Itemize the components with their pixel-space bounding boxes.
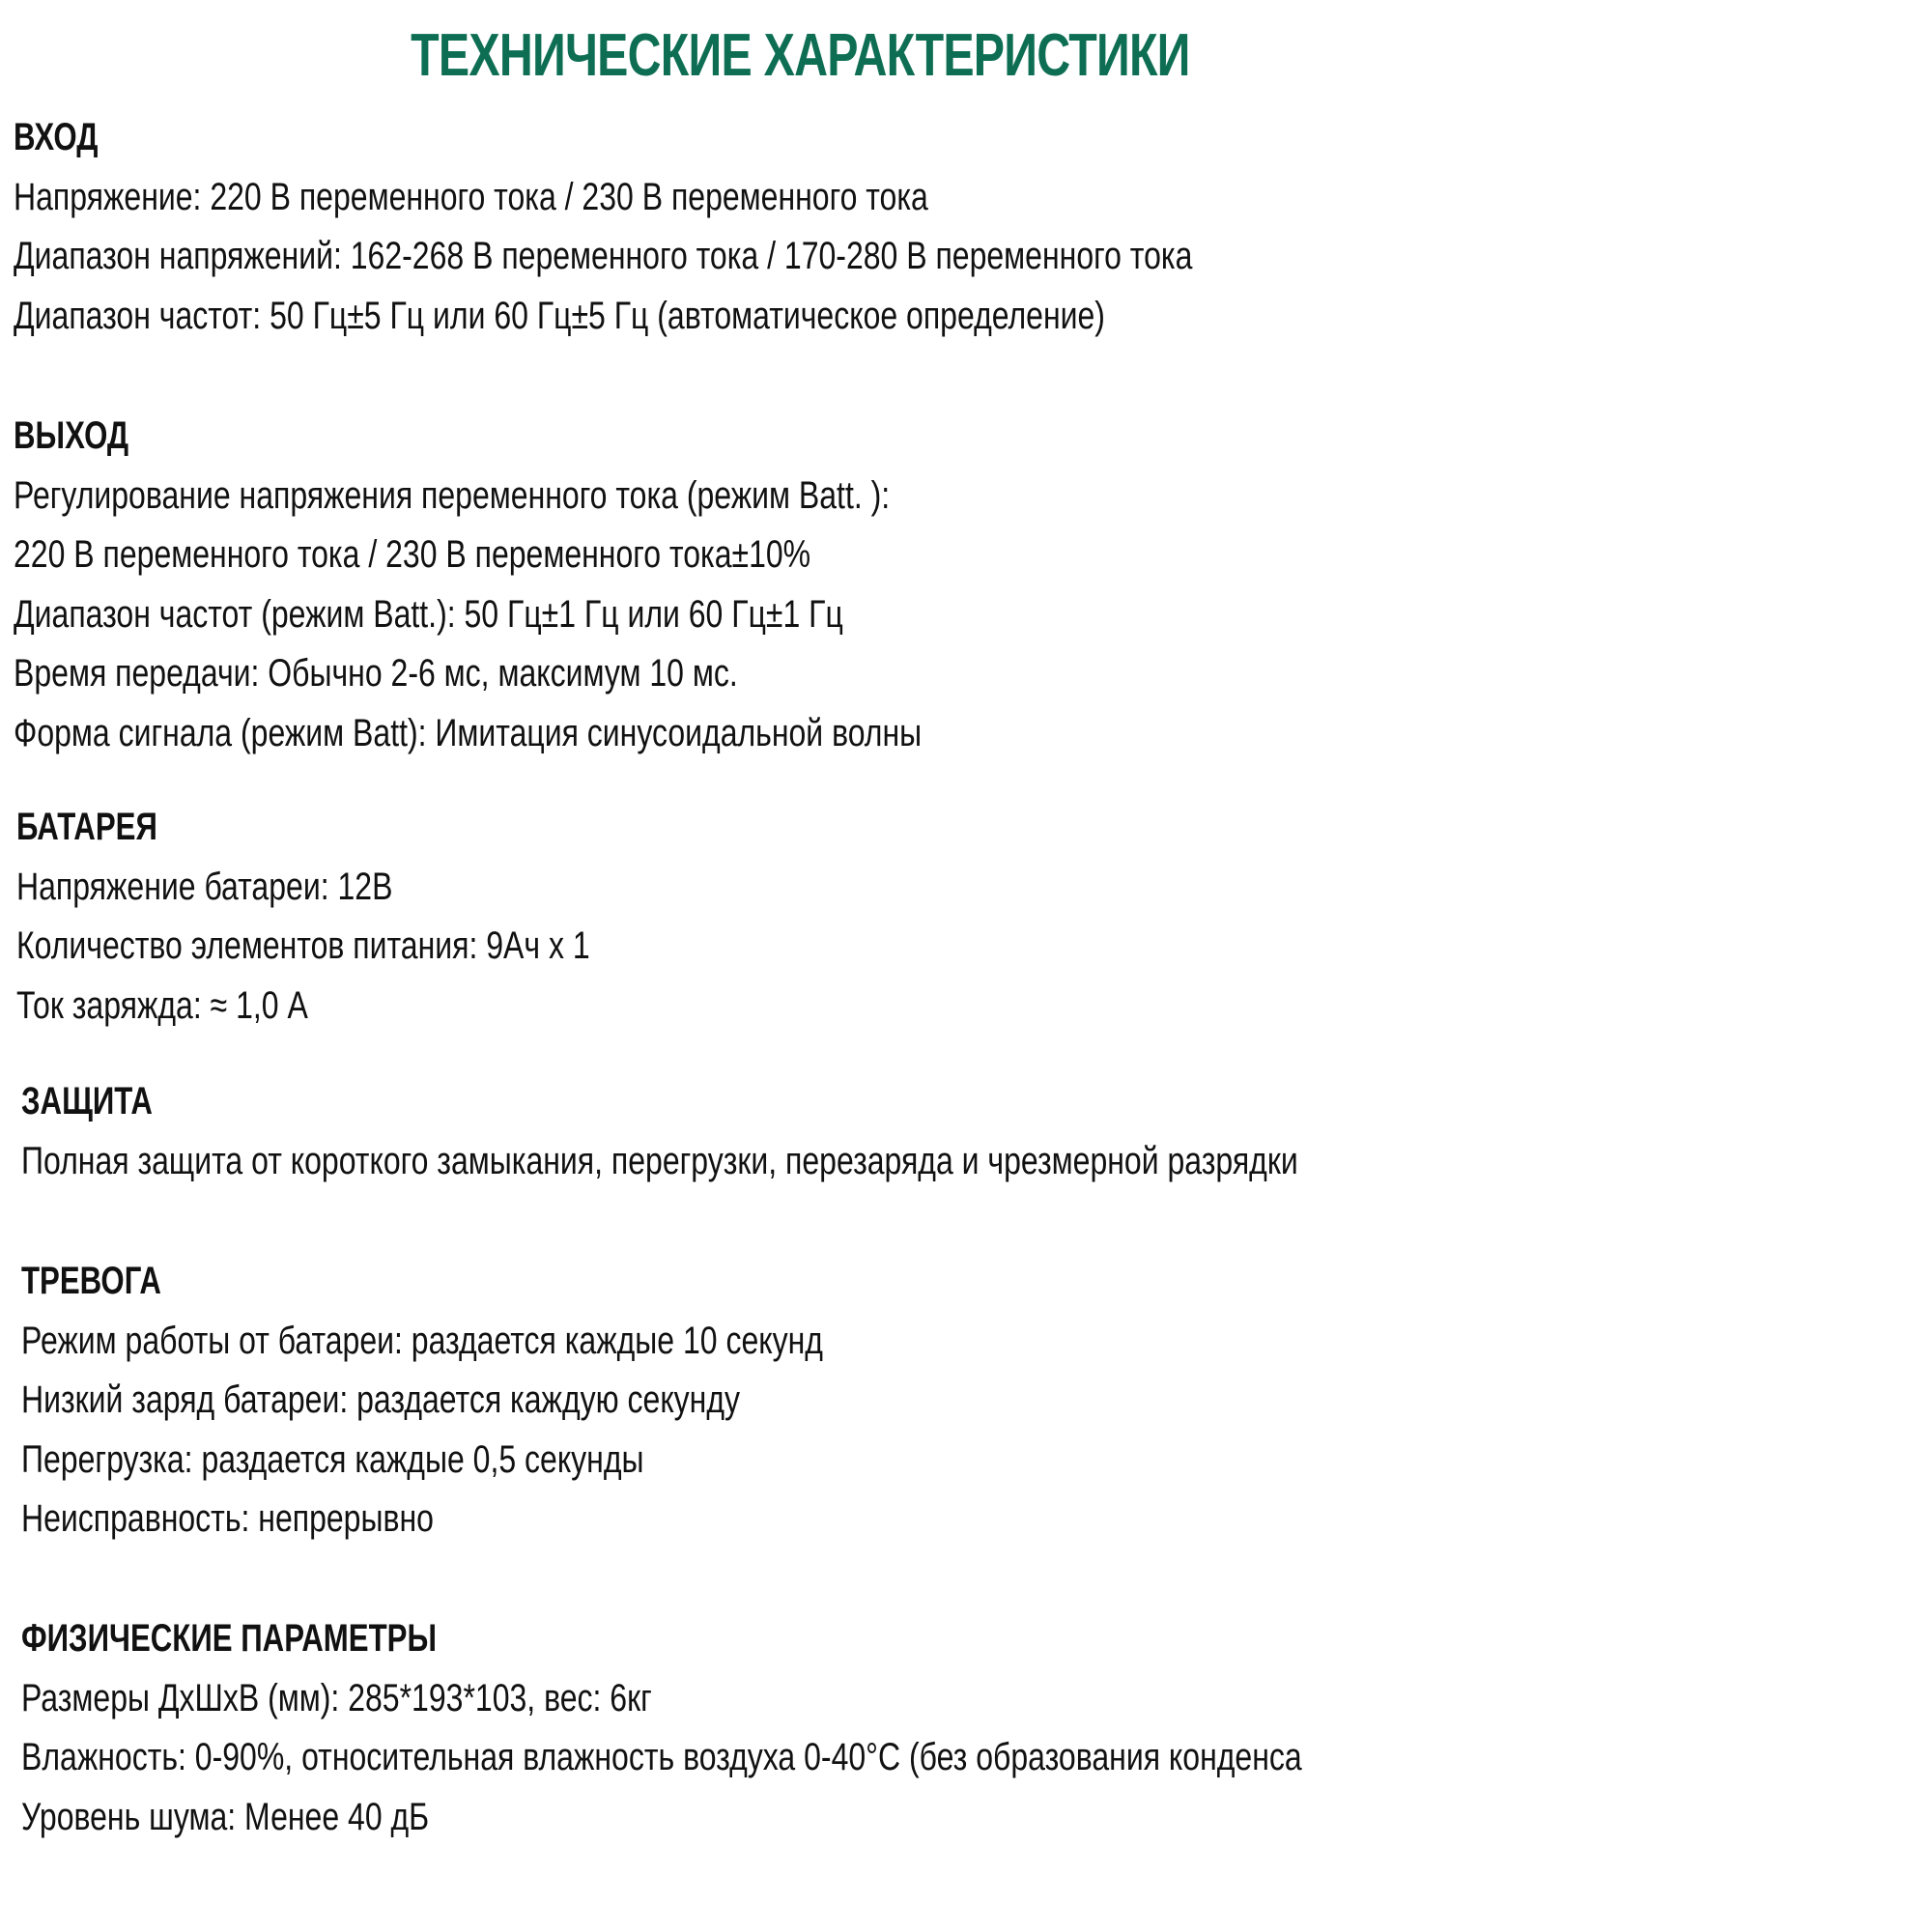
spec-line: Неисправность: непрерывно (21, 1497, 434, 1540)
section-heading-input: ВХОД (14, 116, 99, 158)
spec-line: Диапазон частот: 50 Гц±5 Гц или 60 Гц±5 Гц (автоматическое определение) (14, 294, 1105, 337)
spec-line: Форма сигнала (режим Batt): Имитация синусоидальной волны (14, 711, 923, 754)
spec-line: Напряжение: 220 В переменного тока / 230 В переменного тока (14, 175, 928, 218)
spec-line: Режим работы от батареи: раздается каждые 10 секунд (21, 1319, 823, 1362)
spec-line: Низкий заряд батареи: раздается каждую секунду (21, 1378, 741, 1421)
spec-line: Размеры ДхШхВ (мм): 285*193*103, вес: 6кг (21, 1676, 652, 1719)
spec-line: Время передачи: Обычно 2-6 мс, максимум 10 мс. (14, 652, 738, 695)
spec-line: Полная защита от короткого замыкания, перегрузки, перезаряда и чрезмерной разрядки (21, 1139, 1298, 1182)
section-output (14, 407, 1926, 763)
section-heading-protection: ЗАЩИТА (21, 1080, 153, 1122)
spec-line: Ток заряжда: ≈ 1,0 А (16, 983, 308, 1027)
spec-line: Перегрузка: раздается каждые 0,5 секунды (21, 1437, 644, 1481)
section-heading-output: ВЫХОД (14, 414, 129, 457)
section-heading-physical: ФИЗИЧЕСКИЕ ПАРАМЕТРЫ (21, 1617, 438, 1660)
section-protection (21, 1072, 1932, 1191)
spec-line: Диапазон частот (режим Batt.): 50 Гц±1 Гц или 60 Гц±1 Гц (14, 592, 843, 636)
section-heading-alarm: ТРЕВОГА (21, 1260, 161, 1302)
spec-line: Диапазон напряжений: 162-268 В переменного тока / 170-280 В переменного тока (14, 235, 1193, 277)
spec-line: Влажность: 0-90%, относительная влажность воздуха 0-40°С (без образования конденса (21, 1736, 1302, 1778)
spec-line: Уровень шума: Менее 40 дБ (21, 1795, 430, 1838)
spec-line: Количество элементов питания: 9Ач x 1 (16, 924, 590, 967)
section-physical (21, 1609, 1932, 1847)
section-battery (16, 798, 1929, 1036)
spec-line: Напряжение батареи: 12В (16, 865, 393, 908)
page-title: ТЕХНИЧЕСКИЕ ХАРАКТЕРИСТИКИ (411, 22, 1190, 89)
section-heading-battery: БАТАРЕЯ (16, 806, 157, 848)
spec-line: 220 В переменного тока / 230 В переменного тока±10% (14, 533, 811, 576)
spec-line: Регулирование напряжения переменного тока (режим Batt. ): (14, 473, 891, 517)
section-alarm (21, 1252, 1932, 1549)
section-input (14, 108, 1926, 346)
